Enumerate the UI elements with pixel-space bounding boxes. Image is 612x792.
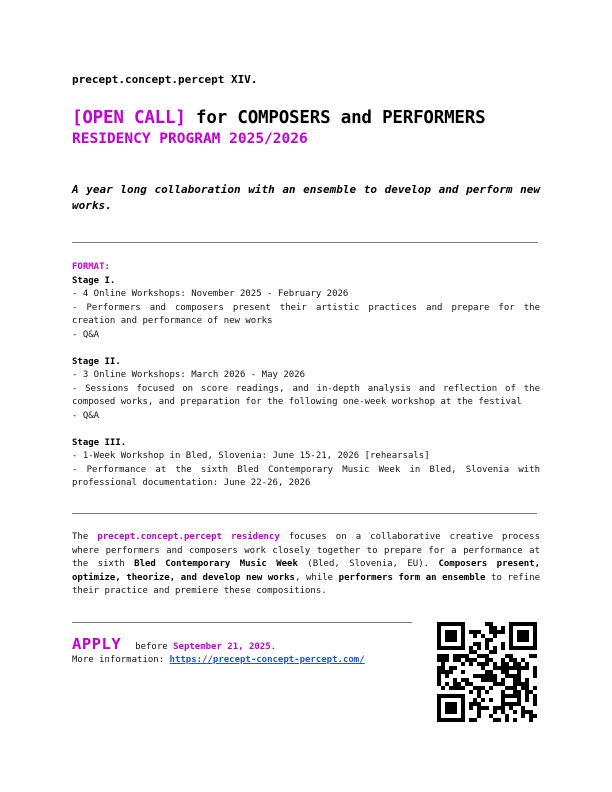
stage-2-bullet: - Q&A <box>72 410 100 421</box>
stage-1-bullet: - Performers and composers present their artistic practices and prepare for the creation and performance of new works <box>72 302 540 326</box>
headline-rest: for COMPOSERS and PERFORMERS <box>185 108 486 128</box>
stage-3-bullet: - 1-Week Workshop in Bled, Slovenia: June 15-21, 2026 [rehearsals] <box>72 451 430 461</box>
about-festival-name: Bled Contemporary Music Week <box>134 559 298 569</box>
about-text: to refine their practice and premiere these compositions. <box>72 572 540 596</box>
qr-code <box>437 622 537 722</box>
stage-3-title: Stage III. <box>72 437 127 448</box>
divider-top <box>72 242 538 243</box>
apply-action: APPLY <box>72 635 122 653</box>
stage-1-bullet: - Q&A <box>72 329 100 340</box>
stage-2-bullet: - 3 Online Workshops: March 2026 - May 2026 <box>72 370 305 380</box>
headline <box>72 107 485 129</box>
about-performers-role: performers form an ensemble <box>338 572 486 583</box>
spacer <box>72 423 540 437</box>
apply-deadline: September 21, 2025 <box>173 642 271 652</box>
about-composers-role: Composers present, optimize, theorize, and develop new works <box>72 559 540 583</box>
stage-3-bullet: - Performance at the sixth Bled Contemporary Music Week in Bled, Slovenia with professional documentation: June 22-26, 2026 <box>72 464 540 488</box>
stage-1-title: Stage I. <box>72 275 116 286</box>
headline-open-call: [OPEN CALL] <box>72 108 186 128</box>
series-kicker: precept.concept.percept XIV. <box>72 73 258 86</box>
about-paragraph <box>72 531 540 599</box>
format-section <box>72 261 540 491</box>
about-text: , while <box>294 572 339 583</box>
stage-2-title: Stage II. <box>72 356 121 367</box>
more-info-label: More information: <box>72 655 170 665</box>
stage-1-bullet: - 4 Online Workshops: November 2025 - February 2026 <box>72 289 349 299</box>
apply-period: . <box>270 642 277 652</box>
format-label: FORMAT: <box>72 262 110 272</box>
about-text: The <box>72 532 98 542</box>
more-info-line <box>72 654 365 667</box>
spacer <box>72 342 540 356</box>
divider-middle <box>72 513 537 514</box>
apply-before-label: before <box>135 642 174 652</box>
about-text: (Bled, Slovenia, EU). <box>297 559 439 569</box>
intro-tagline: A year long collaboration with an ensemble to develop and perform new works. <box>72 183 540 212</box>
divider-apply <box>72 622 412 623</box>
about-text: focuses on a collaborative creative process where performers and composers work closely together to prepare for a performance at the sixth <box>72 532 540 569</box>
subhead-residency-program: RESIDENCY PROGRAM 2025/2026 <box>72 131 308 147</box>
website-link[interactable]: https://precept-concept-percept.com/ <box>169 655 365 665</box>
about-residency-name: precept.concept.percept residency <box>97 532 280 542</box>
stage-2-bullet: - Sessions focused on score readings, and in-depth analysis and reflection of the composed works, and preparation for the following one-week workshop at the festival <box>72 383 540 407</box>
